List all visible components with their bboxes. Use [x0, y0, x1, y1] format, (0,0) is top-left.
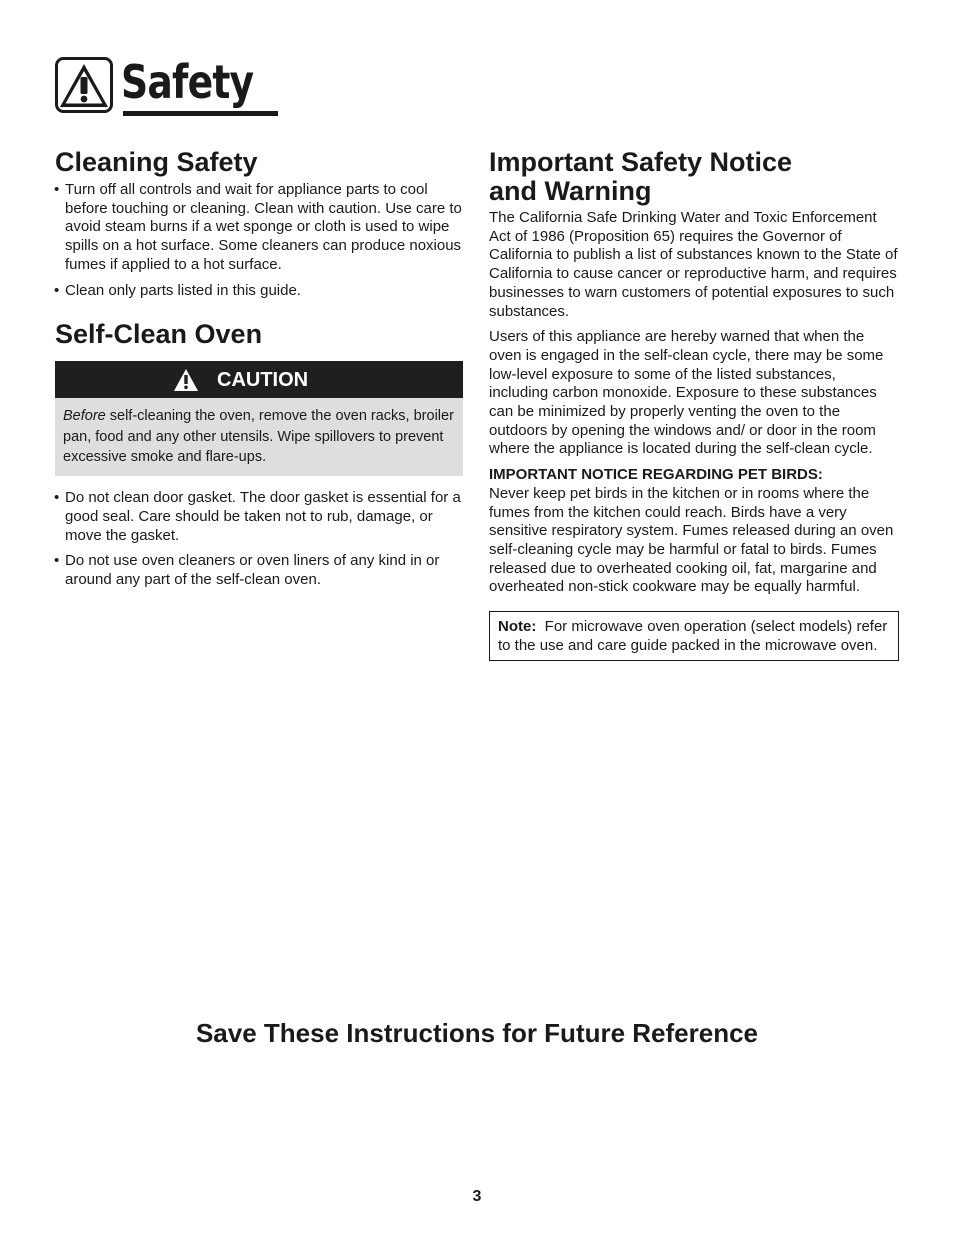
pet-birds-paragraph: Never keep pet birds in the kitchen or in rooms where the fumes from the kitchen could reach. Birds have a very sensitive respiratory system. Fumes released during an oven self-cleaning cycle may be harmful or fatal to birds. Fumes released due to overheated cooking oil, fat, margarine and overheated non-stick cookware may be equally harmful. — [489, 484, 894, 596]
caution-italic-lead: Before — [63, 408, 106, 425]
note-label: Note: — [498, 618, 537, 636]
left-column — [55, 148, 463, 590]
save-instructions-heading: Save These Instructions for Future Reference — [195, 1018, 759, 1048]
caution-triangle-icon — [173, 368, 199, 392]
note-box — [489, 611, 899, 661]
right-column — [489, 148, 899, 661]
heading-line: and Warning — [489, 176, 652, 206]
page-number: 3 — [472, 1188, 482, 1205]
self-clean-list — [55, 489, 463, 590]
prop65-paragraph: The California Safe Drinking Water and Toxic Enforcement Act of 1986 (Proposition 65) requires the Governor of California to publish a list of substances known to the State of California to cause cancer or reproductive harm, and requires businesses to warn customers of potential exposures to such substances. — [489, 209, 898, 320]
page-title: Safety — [121, 55, 254, 109]
self-clean-warning-paragraph: Users of this appliance are hereby warned that when the oven is engaged in the self-clean cycle, there may be some low-level exposure to some of the listed substances, including carbon monoxide. Exposure to these substances can be minimized by properly venting the oven to the outdoors by opening the windows and/ or door in the room where the appliance is located during the self-clean cycle. — [489, 328, 884, 458]
cleaning-safety-list — [55, 181, 463, 300]
cleaning-safety-heading: Cleaning Safety — [55, 147, 258, 177]
note-text: For microwave oven operation (select models) refer to the use and care guide packed in the microwave oven. — [498, 618, 888, 654]
list-item: • Turn off all controls and wait for appliance parts to cool before touching or cleaning. Clean with caution. Use care to avoid steam burns if a wet sponge or cloth is used to wipe spills on a hot surface. Some cleaners can produce noxious fumes if applied to a hot surface. — [55, 181, 463, 275]
caution-box — [55, 361, 463, 476]
caution-bar — [55, 361, 463, 398]
pet-birds-heading: IMPORTANT NOTICE REGARDING PET BIRDS: — [489, 466, 823, 484]
title-underline — [123, 111, 278, 116]
important-notice-heading — [489, 148, 899, 206]
caution-body-text: self-cleaning the oven, remove the oven racks, broiler pan, food and any other utensils. Wipe spillovers to prevent excessive smoke and flare-ups. — [63, 408, 454, 466]
list-item: • Clean only parts listed in this guide. — [55, 282, 463, 301]
list-item: • Do not clean door gasket. The door gasket is essential for a good seal. Care should be taken not to rub, damage, or move the gasket. — [55, 489, 463, 545]
caution-label: CAUTION — [217, 369, 309, 392]
list-item: • Do not use oven cleaners or oven liners of any kind in or around any part of the self-clean oven. — [55, 552, 463, 589]
page-header — [55, 55, 254, 117]
self-clean-oven-heading: Self-Clean Oven — [55, 319, 263, 350]
caution-text — [55, 398, 463, 476]
heading-line: Important Safety Notice — [489, 147, 793, 177]
warning-triangle-icon — [55, 57, 113, 113]
